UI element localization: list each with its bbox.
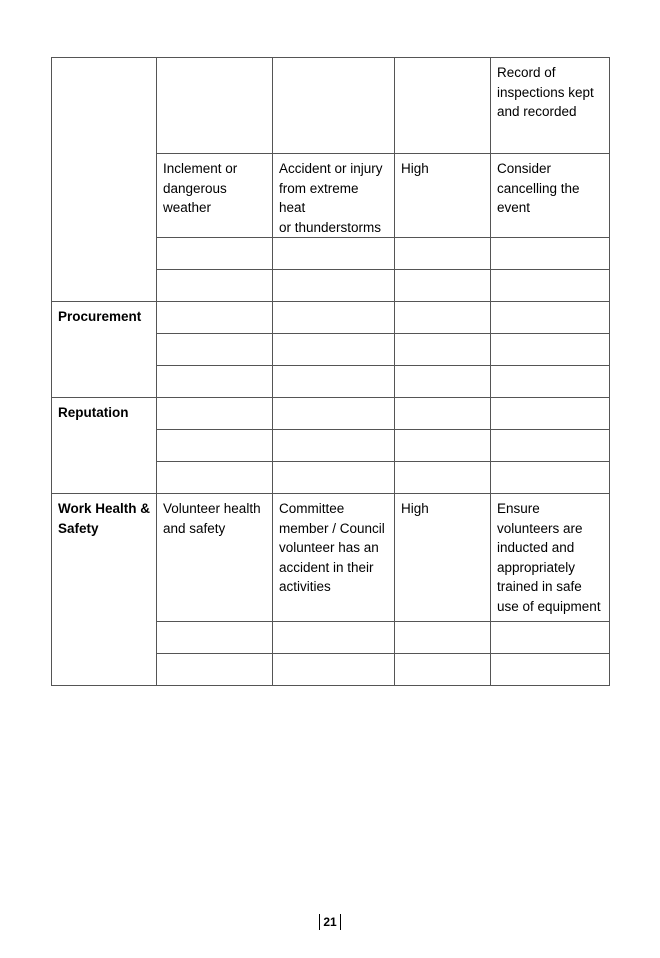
risk-rating-cell: High bbox=[395, 494, 491, 622]
risk-description-cell bbox=[273, 238, 395, 270]
risk-source-cell bbox=[157, 58, 273, 154]
risk-source-cell bbox=[157, 302, 273, 334]
risk-rating-cell bbox=[395, 334, 491, 366]
risk-rating-cell bbox=[395, 302, 491, 334]
risk-rating-cell bbox=[395, 430, 491, 462]
risk-category-cell: Work Health & Safety bbox=[52, 494, 157, 686]
risk-source-cell bbox=[157, 654, 273, 686]
risk-treatment-cell: Record of inspections kept and recorded bbox=[491, 58, 610, 154]
risk-description-cell bbox=[273, 430, 395, 462]
table-row bbox=[52, 302, 610, 334]
risk-description-cell bbox=[273, 398, 395, 430]
table-row bbox=[52, 398, 610, 430]
risk-description-cell bbox=[273, 366, 395, 398]
risk-treatment-cell bbox=[491, 270, 610, 302]
risk-treatment-cell: Ensure volunteers are inducted and appropriately trained in safe use of equipment bbox=[491, 494, 610, 622]
risk-description-cell bbox=[273, 302, 395, 334]
risk-source-cell: Inclement or dangerous weather bbox=[157, 154, 273, 238]
risk-rating-cell bbox=[395, 462, 491, 494]
risk-source-cell bbox=[157, 622, 273, 654]
page-number bbox=[0, 914, 660, 930]
risk-treatment-cell bbox=[491, 462, 610, 494]
risk-rating-cell bbox=[395, 238, 491, 270]
risk-treatment-cell bbox=[491, 430, 610, 462]
risk-source-cell bbox=[157, 366, 273, 398]
risk-rating-cell bbox=[395, 58, 491, 154]
risk-category-cell bbox=[52, 58, 157, 302]
risk-treatment-cell bbox=[491, 334, 610, 366]
risk-rating-cell bbox=[395, 270, 491, 302]
risk-treatment-cell bbox=[491, 366, 610, 398]
risk-treatment-cell bbox=[491, 302, 610, 334]
risk-category-cell: Procurement bbox=[52, 302, 157, 398]
risk-source-cell bbox=[157, 270, 273, 302]
table-row bbox=[52, 494, 610, 622]
table-row bbox=[52, 58, 610, 154]
risk-treatment-cell bbox=[491, 238, 610, 270]
risk-description-cell bbox=[273, 622, 395, 654]
risk-source-cell bbox=[157, 462, 273, 494]
risk-table bbox=[51, 57, 610, 686]
risk-description-cell bbox=[273, 462, 395, 494]
risk-treatment-cell bbox=[491, 398, 610, 430]
risk-source-cell bbox=[157, 334, 273, 366]
risk-treatment-cell: Consider cancelling the event bbox=[491, 154, 610, 238]
risk-source-cell bbox=[157, 238, 273, 270]
risk-description-cell bbox=[273, 270, 395, 302]
risk-rating-cell: High bbox=[395, 154, 491, 238]
risk-rating-cell bbox=[395, 622, 491, 654]
risk-description-cell: Committee member / Council volunteer has an accident in their activities bbox=[273, 494, 395, 622]
risk-category-cell: Reputation bbox=[52, 398, 157, 494]
risk-description-cell bbox=[273, 654, 395, 686]
risk-source-cell: Volunteer health and safety bbox=[157, 494, 273, 622]
risk-rating-cell bbox=[395, 398, 491, 430]
risk-description-cell bbox=[273, 334, 395, 366]
risk-source-cell bbox=[157, 398, 273, 430]
risk-rating-cell bbox=[395, 654, 491, 686]
risk-description-cell: Accident or injury from extreme heat or thunderstorms bbox=[273, 154, 395, 238]
risk-rating-cell bbox=[395, 366, 491, 398]
page-number-label: 21 bbox=[319, 914, 340, 930]
risk-treatment-cell bbox=[491, 622, 610, 654]
risk-treatment-cell bbox=[491, 654, 610, 686]
risk-source-cell bbox=[157, 430, 273, 462]
risk-description-cell bbox=[273, 58, 395, 154]
